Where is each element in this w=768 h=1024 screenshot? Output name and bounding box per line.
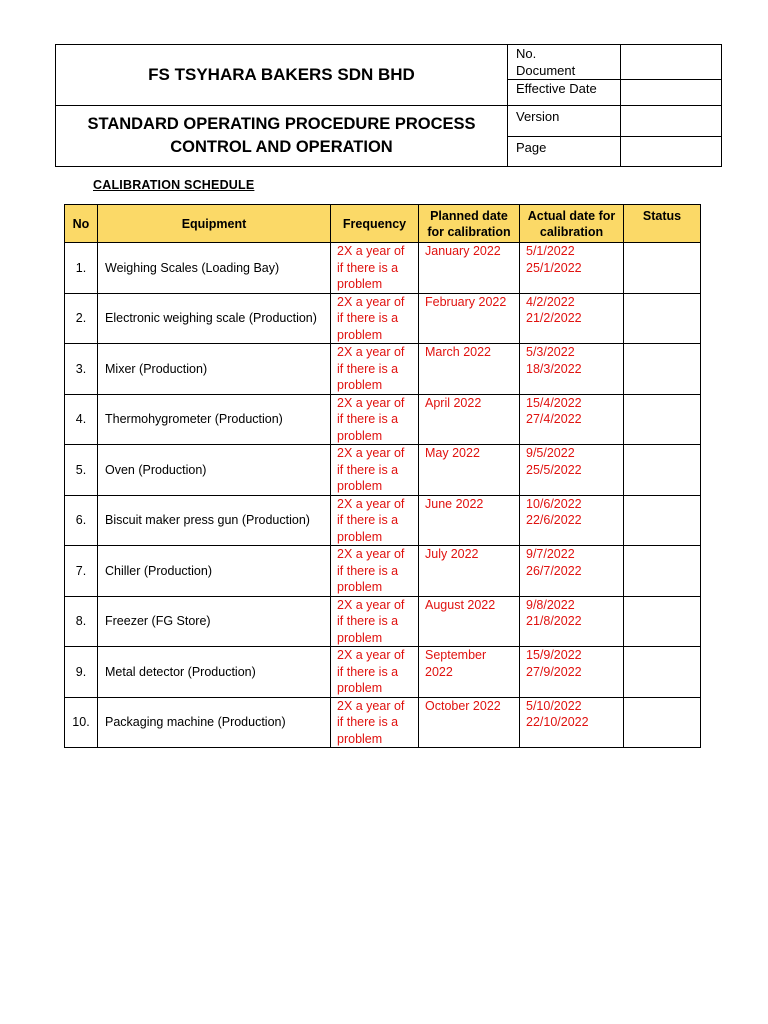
row-number: 4. bbox=[65, 394, 98, 445]
frequency-cell bbox=[331, 546, 419, 597]
status-cell bbox=[624, 394, 701, 445]
frequency-line: 2X a year of bbox=[337, 496, 405, 511]
planned-date-cell bbox=[419, 293, 520, 344]
actual-date-cell bbox=[520, 243, 624, 294]
actual-date-cell bbox=[520, 546, 624, 597]
frequency-line: 2X a year of bbox=[337, 294, 405, 309]
table-row bbox=[65, 293, 701, 344]
page-label: Page bbox=[508, 137, 621, 167]
frequency-cell bbox=[331, 243, 419, 294]
planned-date-line: February 2022 bbox=[425, 294, 507, 309]
col-header-actual-line2: calibration bbox=[539, 224, 604, 239]
status-cell bbox=[624, 344, 701, 395]
frequency-cell bbox=[331, 445, 419, 496]
actual-date-line: 5/3/2022 bbox=[526, 345, 575, 359]
actual-date-cell bbox=[520, 647, 624, 698]
table-row bbox=[65, 596, 701, 647]
planned-date-line: January 2022 bbox=[425, 244, 501, 258]
actual-date-cell bbox=[520, 394, 624, 445]
planned-date-line: May 2022 bbox=[425, 446, 480, 460]
row-number: 5. bbox=[65, 445, 98, 496]
frequency-line: 2X a year of bbox=[337, 244, 405, 258]
page-value bbox=[621, 137, 722, 167]
actual-date-line: 9/5/2022 bbox=[526, 446, 575, 460]
equipment-name: Chiller (Production) bbox=[98, 546, 331, 597]
frequency-line: 2X a year of bbox=[337, 597, 405, 612]
frequency-line: if there is a bbox=[337, 614, 399, 628]
doc-no-label bbox=[508, 45, 621, 106]
frequency-line: if there is a bbox=[337, 311, 399, 325]
actual-date-line: 21/8/2022 bbox=[526, 614, 582, 628]
actual-date-cell bbox=[520, 344, 624, 395]
table-row bbox=[65, 445, 701, 496]
actual-date-line: 4/2/2022 bbox=[526, 294, 575, 309]
doc-no-label-line2: Document bbox=[516, 63, 576, 78]
calibration-table bbox=[64, 204, 701, 748]
frequency-cell bbox=[331, 596, 419, 647]
planned-date-cell bbox=[419, 697, 520, 748]
actual-date-line: 27/9/2022 bbox=[526, 664, 582, 679]
frequency-line: problem bbox=[337, 277, 383, 291]
actual-date-line: 27/4/2022 bbox=[526, 412, 582, 426]
actual-date-cell bbox=[520, 697, 624, 748]
row-number: 7. bbox=[65, 546, 98, 597]
equipment-name: Freezer (FG Store) bbox=[98, 596, 331, 647]
table-header-row bbox=[65, 205, 701, 243]
frequency-line: problem bbox=[337, 428, 383, 443]
actual-date-line: 25/5/2022 bbox=[526, 462, 582, 477]
planned-date-cell bbox=[419, 495, 520, 546]
table-row bbox=[65, 697, 701, 748]
col-header-actual-line1: Actual date for bbox=[527, 208, 616, 223]
equipment-name: Oven (Production) bbox=[98, 445, 331, 496]
status-cell bbox=[624, 647, 701, 698]
frequency-line: if there is a bbox=[337, 412, 399, 426]
table-row bbox=[65, 495, 701, 546]
status-cell bbox=[624, 243, 701, 294]
col-header-status: Status bbox=[624, 205, 701, 243]
equipment-name: Weighing Scales (Loading Bay) bbox=[98, 243, 331, 294]
frequency-line: if there is a bbox=[337, 260, 399, 275]
equipment-name: Mixer (Production) bbox=[98, 344, 331, 395]
actual-date-line: 10/6/2022 bbox=[526, 496, 582, 511]
frequency-line: 2X a year of bbox=[337, 395, 405, 410]
actual-date-cell bbox=[520, 596, 624, 647]
frequency-line: problem bbox=[337, 630, 383, 645]
col-header-equipment: Equipment bbox=[98, 205, 331, 243]
actual-date-line: 26/7/2022 bbox=[526, 563, 582, 578]
sop-title-line1: STANDARD OPERATING PROCEDURE PROCESS bbox=[87, 115, 476, 133]
planned-date-line: August 2022 bbox=[425, 597, 496, 612]
table-row bbox=[65, 243, 701, 294]
table-row bbox=[65, 647, 701, 698]
planned-date-line: 2022 bbox=[425, 664, 453, 679]
actual-date-cell bbox=[520, 495, 624, 546]
row-number: 3. bbox=[65, 344, 98, 395]
planned-date-cell bbox=[419, 546, 520, 597]
status-cell bbox=[624, 293, 701, 344]
frequency-line: 2X a year of bbox=[337, 345, 405, 359]
actual-date-line: 5/1/2022 bbox=[526, 244, 575, 258]
sop-title bbox=[56, 106, 508, 167]
actual-date-line: 9/7/2022 bbox=[526, 547, 575, 561]
actual-date-line: 21/2/2022 bbox=[526, 311, 582, 325]
document-header bbox=[55, 44, 722, 167]
frequency-line: 2X a year of bbox=[337, 698, 405, 713]
planned-date-line: June 2022 bbox=[425, 496, 484, 511]
equipment-name: Biscuit maker press gun (Production) bbox=[98, 495, 331, 546]
planned-date-cell bbox=[419, 445, 520, 496]
col-header-no: No bbox=[65, 205, 98, 243]
col-header-actual bbox=[520, 205, 624, 243]
row-number: 2. bbox=[65, 293, 98, 344]
actual-date-line: 22/6/2022 bbox=[526, 513, 582, 527]
actual-date-cell bbox=[520, 445, 624, 496]
status-cell bbox=[624, 697, 701, 748]
frequency-line: if there is a bbox=[337, 462, 399, 477]
frequency-line: if there is a bbox=[337, 563, 399, 578]
doc-no-value bbox=[621, 45, 722, 80]
col-header-frequency: Frequency bbox=[331, 205, 419, 243]
actual-date-line: 15/4/2022 bbox=[526, 395, 582, 410]
col-header-planned-line1: Planned date bbox=[430, 208, 508, 223]
frequency-line: if there is a bbox=[337, 513, 399, 527]
frequency-cell bbox=[331, 495, 419, 546]
actual-date-line: 15/9/2022 bbox=[526, 648, 582, 662]
actual-date-line: 18/3/2022 bbox=[526, 361, 582, 376]
row-number: 1. bbox=[65, 243, 98, 294]
schedule-title: CALIBRATION SCHEDULE bbox=[93, 178, 255, 192]
frequency-line: 2X a year of bbox=[337, 648, 405, 662]
frequency-line: if there is a bbox=[337, 361, 399, 376]
frequency-line: problem bbox=[337, 378, 383, 392]
equipment-name: Packaging machine (Production) bbox=[98, 697, 331, 748]
planned-date-cell bbox=[419, 394, 520, 445]
table-row bbox=[65, 344, 701, 395]
effective-date-value bbox=[621, 80, 722, 106]
frequency-line: if there is a bbox=[337, 715, 399, 729]
company-name: FS TSYHARA BAKERS SDN BHD bbox=[56, 45, 508, 106]
planned-date-cell bbox=[419, 243, 520, 294]
version-label: Version bbox=[508, 106, 621, 137]
frequency-cell bbox=[331, 697, 419, 748]
table-row bbox=[65, 394, 701, 445]
sop-title-line2: CONTROL AND OPERATION bbox=[170, 138, 393, 156]
frequency-line: problem bbox=[337, 580, 383, 594]
actual-date-line: 25/1/2022 bbox=[526, 260, 582, 275]
equipment-name: Thermohygrometer (Production) bbox=[98, 394, 331, 445]
frequency-line: problem bbox=[337, 479, 383, 493]
planned-date-line: March 2022 bbox=[425, 345, 492, 359]
planned-date-line: April 2022 bbox=[425, 395, 482, 410]
version-value bbox=[621, 106, 722, 137]
frequency-line: 2X a year of bbox=[337, 446, 405, 460]
status-cell bbox=[624, 546, 701, 597]
row-number: 9. bbox=[65, 647, 98, 698]
status-cell bbox=[624, 596, 701, 647]
actual-date-line: 9/8/2022 bbox=[526, 597, 575, 612]
planned-date-line: October 2022 bbox=[425, 698, 501, 713]
frequency-line: 2X a year of bbox=[337, 547, 405, 561]
frequency-cell bbox=[331, 647, 419, 698]
planned-date-line: September bbox=[425, 648, 487, 662]
planned-date-cell bbox=[419, 596, 520, 647]
col-header-planned-line2: for calibration bbox=[427, 224, 511, 239]
status-cell bbox=[624, 445, 701, 496]
row-number: 10. bbox=[65, 697, 98, 748]
frequency-line: if there is a bbox=[337, 664, 399, 679]
status-cell bbox=[624, 495, 701, 546]
actual-date-cell bbox=[520, 293, 624, 344]
equipment-name: Metal detector (Production) bbox=[98, 647, 331, 698]
col-header-planned bbox=[419, 205, 520, 243]
planned-date-line: July 2022 bbox=[425, 547, 479, 561]
row-number: 8. bbox=[65, 596, 98, 647]
doc-no-label-line1: No. bbox=[516, 46, 537, 61]
planned-date-cell bbox=[419, 344, 520, 395]
frequency-line: problem bbox=[337, 529, 383, 544]
frequency-line: problem bbox=[337, 731, 383, 746]
frequency-cell bbox=[331, 293, 419, 344]
actual-date-line: 5/10/2022 bbox=[526, 698, 582, 713]
actual-date-line: 22/10/2022 bbox=[526, 715, 589, 729]
frequency-cell bbox=[331, 394, 419, 445]
table-row bbox=[65, 546, 701, 597]
planned-date-cell bbox=[419, 647, 520, 698]
row-number: 6. bbox=[65, 495, 98, 546]
effective-date-label: Effective Date bbox=[508, 79, 620, 97]
frequency-line: problem bbox=[337, 681, 383, 695]
frequency-cell bbox=[331, 344, 419, 395]
equipment-name: Electronic weighing scale (Production) bbox=[98, 293, 331, 344]
frequency-line: problem bbox=[337, 327, 383, 342]
